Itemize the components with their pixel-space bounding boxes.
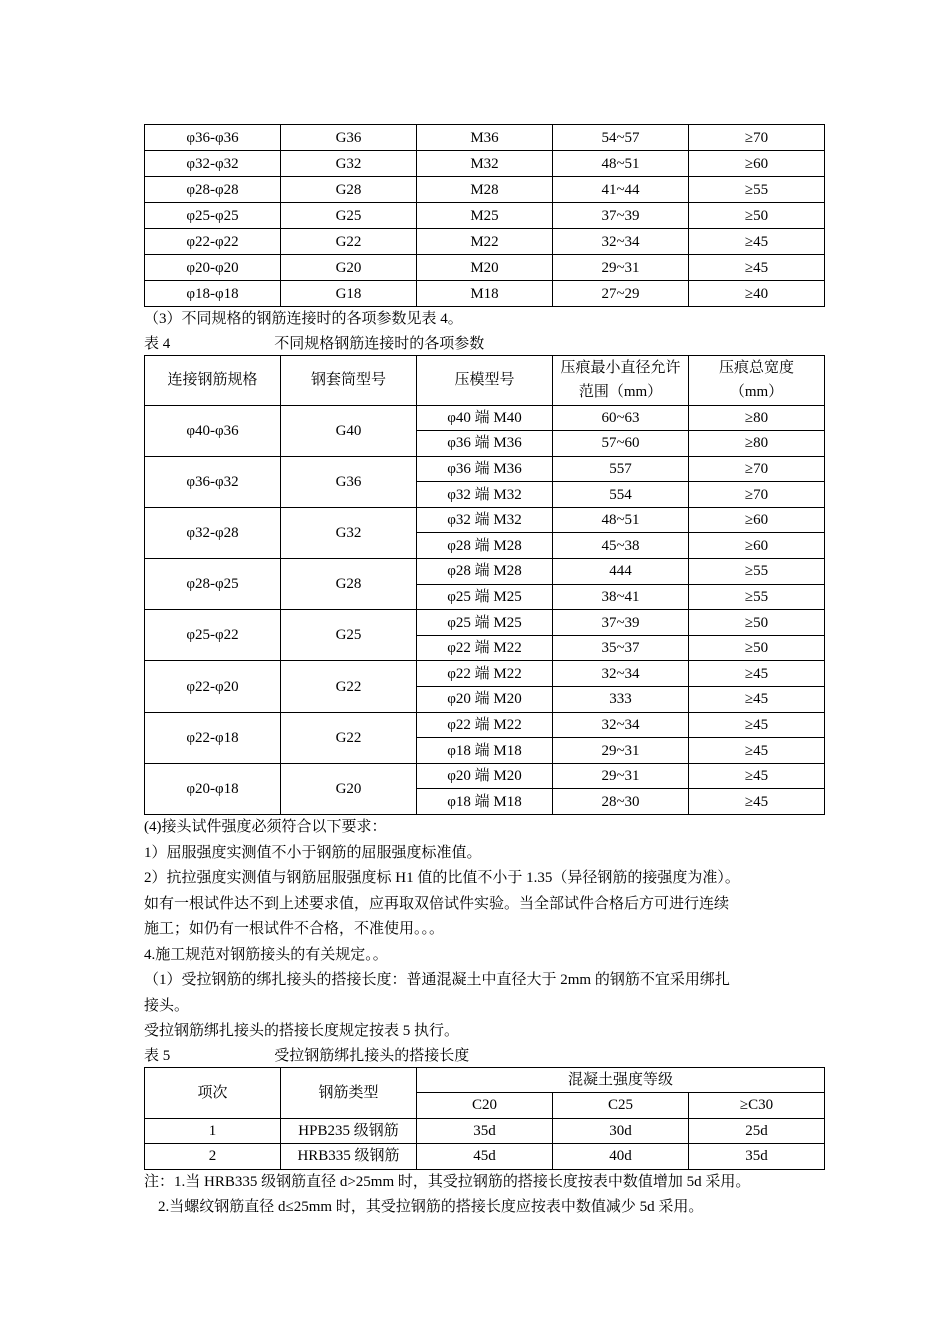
requirements-text — [144, 815, 825, 1045]
table-cell: ≥80 — [689, 431, 825, 457]
table-cell: 54~57 — [553, 125, 689, 151]
table-cell: φ18 端 M18 — [417, 738, 553, 764]
table-header-row — [145, 1067, 825, 1093]
spec-cell: φ36-φ32 — [145, 456, 281, 507]
table-row — [145, 1144, 825, 1170]
table-cell: ≥45 — [689, 738, 825, 764]
table-cell: φ22 端 M22 — [417, 661, 553, 687]
table-cell: 29~31 — [553, 763, 689, 789]
paragraph-line: 2）抗拉强度实测值与钢筋屈服强度标 H1 值的比值不小于 1.35（异径钢筋的接强度为准）。 — [144, 870, 740, 886]
table-cell: G25 — [281, 203, 417, 229]
table-cell: ≥45 — [689, 687, 825, 713]
table-cell: ≥60 — [689, 151, 825, 177]
table-cell: 48~51 — [553, 151, 689, 177]
table-cell: 444 — [553, 559, 689, 585]
table-cell: ≥40 — [689, 281, 825, 307]
table-cell: φ28 端 M28 — [417, 533, 553, 559]
paragraph-3: （3）不同规格的钢筋连接时的各项参数见表 4。 — [144, 311, 463, 327]
table-cell: 25d — [689, 1118, 825, 1144]
header-spec: 连接钢筋规格 — [145, 355, 281, 405]
table-cell: ≥50 — [689, 203, 825, 229]
table-cell: G32 — [281, 151, 417, 177]
spec-cell: φ20-φ18 — [145, 763, 281, 814]
table-row — [145, 610, 825, 636]
table-5-label: 表 5 — [144, 1047, 171, 1064]
table-cell: ≥45 — [689, 255, 825, 281]
table-cell: 35~37 — [553, 635, 689, 661]
table-cell: 48~51 — [553, 507, 689, 533]
table-cell: φ32 端 M32 — [417, 482, 553, 508]
table-cell: 30d — [553, 1118, 689, 1144]
table-5-caption — [144, 1045, 825, 1067]
table-cell: G20 — [281, 255, 417, 281]
table-cell: φ25-φ25 — [145, 203, 281, 229]
table-cell: 554 — [553, 482, 689, 508]
table-cell: ≥55 — [689, 177, 825, 203]
sleeve-cell: G32 — [281, 507, 417, 558]
table-cell: φ22 端 M22 — [417, 712, 553, 738]
table-cell: φ20-φ20 — [145, 255, 281, 281]
table-cell: φ36 端 M36 — [417, 431, 553, 457]
table-cell: φ25 端 M25 — [417, 584, 553, 610]
table-cell: 41~44 — [553, 177, 689, 203]
table-cell: 557 — [553, 456, 689, 482]
table-cell: 27~29 — [553, 281, 689, 307]
spec-cell: φ40-φ36 — [145, 405, 281, 456]
table-cell: ≥70 — [689, 456, 825, 482]
table-row — [145, 255, 825, 281]
table-cell: φ20 端 M20 — [417, 687, 553, 713]
header-total-width: 压痕总宽度（mm） — [689, 355, 825, 405]
paragraph-line: 如有一根试件达不到上述要求值，应再取双倍试件实验。当全部试件合格后方可进行连续 — [144, 895, 730, 912]
table-cell: 28~30 — [553, 789, 689, 815]
table-cell: M22 — [417, 229, 553, 255]
sleeve-cell: G28 — [281, 559, 417, 610]
table-4 — [144, 355, 825, 816]
sleeve-cell: G25 — [281, 610, 417, 661]
table-cell: HRB335 级钢筋 — [281, 1144, 417, 1170]
table-row — [145, 125, 825, 151]
table-row — [145, 177, 825, 203]
header-grade: C25 — [553, 1093, 689, 1119]
table-cell: 32~34 — [553, 712, 689, 738]
sleeve-cell: G22 — [281, 712, 417, 763]
table-cell: 38~41 — [553, 584, 689, 610]
spec-cell: φ32-φ28 — [145, 507, 281, 558]
header-grade: ≥C30 — [689, 1093, 825, 1119]
note-2: 2.当螺纹钢筋直径 d≤25mm 时，其受拉钢筋的搭接长度应按表中数值减少 5d 采用。 — [158, 1198, 704, 1215]
table-4-title: 不同规格钢筋连接时的各项参数 — [274, 335, 485, 352]
spec-cell: φ28-φ25 — [145, 559, 281, 610]
sleeve-cell: G20 — [281, 763, 417, 814]
header-sleeve: 钢套筒型号 — [281, 355, 417, 405]
table-cell: ≥70 — [689, 125, 825, 151]
spec-cell: φ22-φ18 — [145, 712, 281, 763]
table-cell: 29~31 — [553, 738, 689, 764]
table-cell: φ20 端 M20 — [417, 763, 553, 789]
table-row — [145, 405, 825, 431]
spec-cell: φ22-φ20 — [145, 661, 281, 712]
table-cell: ≥70 — [689, 482, 825, 508]
table-cell: M36 — [417, 125, 553, 151]
table-cell: M32 — [417, 151, 553, 177]
table-cell: 35d — [689, 1144, 825, 1170]
table-cell: 32~34 — [553, 661, 689, 687]
table-cell: ≥45 — [689, 229, 825, 255]
table-cell: G18 — [281, 281, 417, 307]
table-cell: φ18-φ18 — [145, 281, 281, 307]
table-cell: ≥50 — [689, 635, 825, 661]
table-cell: 57~60 — [553, 431, 689, 457]
table-cell: ≥45 — [689, 712, 825, 738]
table-row — [145, 507, 825, 533]
paragraph-line: 接头。 — [144, 997, 190, 1014]
table-4-caption — [144, 333, 825, 355]
table-row — [145, 229, 825, 255]
table-cell: M18 — [417, 281, 553, 307]
table-cell: ≥55 — [689, 584, 825, 610]
table-row — [145, 456, 825, 482]
table-cell: 60~63 — [553, 405, 689, 431]
header-item: 项次 — [145, 1067, 281, 1118]
table-4-body — [145, 355, 825, 815]
paragraph-line: 施工；如仍有一根试件不合格，不准使用。。。 — [144, 921, 445, 937]
table-cell: ≥60 — [689, 507, 825, 533]
table-row — [145, 1118, 825, 1144]
document-page — [144, 124, 825, 1220]
table-cell: φ36 端 M36 — [417, 456, 553, 482]
table-cell: φ28-φ28 — [145, 177, 281, 203]
table-row — [145, 661, 825, 687]
table-4-label: 表 4 — [144, 335, 171, 352]
table-cell: G36 — [281, 125, 417, 151]
header-min-diameter: 压痕最小直径允许范围（mm） — [553, 355, 689, 405]
table-cell: ≥45 — [689, 661, 825, 687]
table-row — [145, 281, 825, 307]
table-5 — [144, 1067, 825, 1170]
table-row — [145, 712, 825, 738]
paragraph-line: 4.施工规范对钢筋接头的有关规定。。 — [144, 946, 388, 963]
spec-cell: φ25-φ22 — [145, 610, 281, 661]
note-1: 注：1.当 HRB335 级钢筋直径 d>25mm 时，其受拉钢筋的搭接长度按表中数值增加 5d 采用。 — [144, 1173, 751, 1190]
table-cell: φ36-φ36 — [145, 125, 281, 151]
table-row — [145, 763, 825, 789]
table-cell: 45~38 — [553, 533, 689, 559]
table-header-row — [145, 355, 825, 405]
table-cell: φ32-φ32 — [145, 151, 281, 177]
table-cell: M25 — [417, 203, 553, 229]
table-row — [145, 151, 825, 177]
table-cell: φ22 端 M22 — [417, 635, 553, 661]
table-3-body — [145, 125, 825, 307]
table-cell: φ40 端 M40 — [417, 405, 553, 431]
table-cell: φ22-φ22 — [145, 229, 281, 255]
table-cell: G22 — [281, 229, 417, 255]
table-cell: ≥55 — [689, 559, 825, 585]
table-row — [145, 559, 825, 585]
header-rebar-type: 钢筋类型 — [281, 1067, 417, 1118]
paragraph-line: 受拉钢筋绑扎接头的搭接长度规定按表 5 执行。 — [144, 1023, 460, 1039]
table-cell: 1 — [145, 1118, 281, 1144]
table-cell: φ32 端 M32 — [417, 507, 553, 533]
table-cell: 333 — [553, 687, 689, 713]
table-cell: ≥45 — [689, 763, 825, 789]
table-cell: ≥80 — [689, 405, 825, 431]
header-die: 压模型号 — [417, 355, 553, 405]
table-cell: G28 — [281, 177, 417, 203]
table-cell: 35d — [417, 1118, 553, 1144]
table-5-title: 受拉钢筋绑扎接头的搭接长度 — [274, 1047, 470, 1064]
table-cell: 37~39 — [553, 610, 689, 636]
table-cell: 32~34 — [553, 229, 689, 255]
header-concrete-grade: 混凝土强度等级 — [417, 1067, 825, 1093]
table-cell: 2 — [145, 1144, 281, 1170]
table-cell: 40d — [553, 1144, 689, 1170]
header-grade: C20 — [417, 1093, 553, 1119]
table-3-continued — [144, 124, 825, 307]
paragraph-line: 1）屈服强度实测值不小于钢筋的屈服强度标准值。 — [144, 844, 482, 861]
paragraph-line: （1）受拉钢筋的绑扎接头的搭接长度：普通混凝土中直径大于 2mm 的钢筋不宜采用绑扎 — [144, 972, 730, 988]
table-cell: φ18 端 M18 — [417, 789, 553, 815]
table-cell: 45d — [417, 1144, 553, 1170]
table-cell: φ28 端 M28 — [417, 559, 553, 585]
table-cell: 29~31 — [553, 255, 689, 281]
table-cell: φ25 端 M25 — [417, 610, 553, 636]
table-5-body — [145, 1067, 825, 1169]
table-cell: ≥50 — [689, 610, 825, 636]
sleeve-cell: G36 — [281, 456, 417, 507]
table-cell: HPB235 级钢筋 — [281, 1118, 417, 1144]
table-cell: ≥60 — [689, 533, 825, 559]
paragraph-line: (4)接头试件强度必须符合以下要求： — [144, 819, 387, 835]
table-cell: 37~39 — [553, 203, 689, 229]
sleeve-cell: G22 — [281, 661, 417, 712]
table-cell: M28 — [417, 177, 553, 203]
sleeve-cell: G40 — [281, 405, 417, 456]
table-cell: ≥45 — [689, 789, 825, 815]
table-cell: M20 — [417, 255, 553, 281]
table-row — [145, 203, 825, 229]
